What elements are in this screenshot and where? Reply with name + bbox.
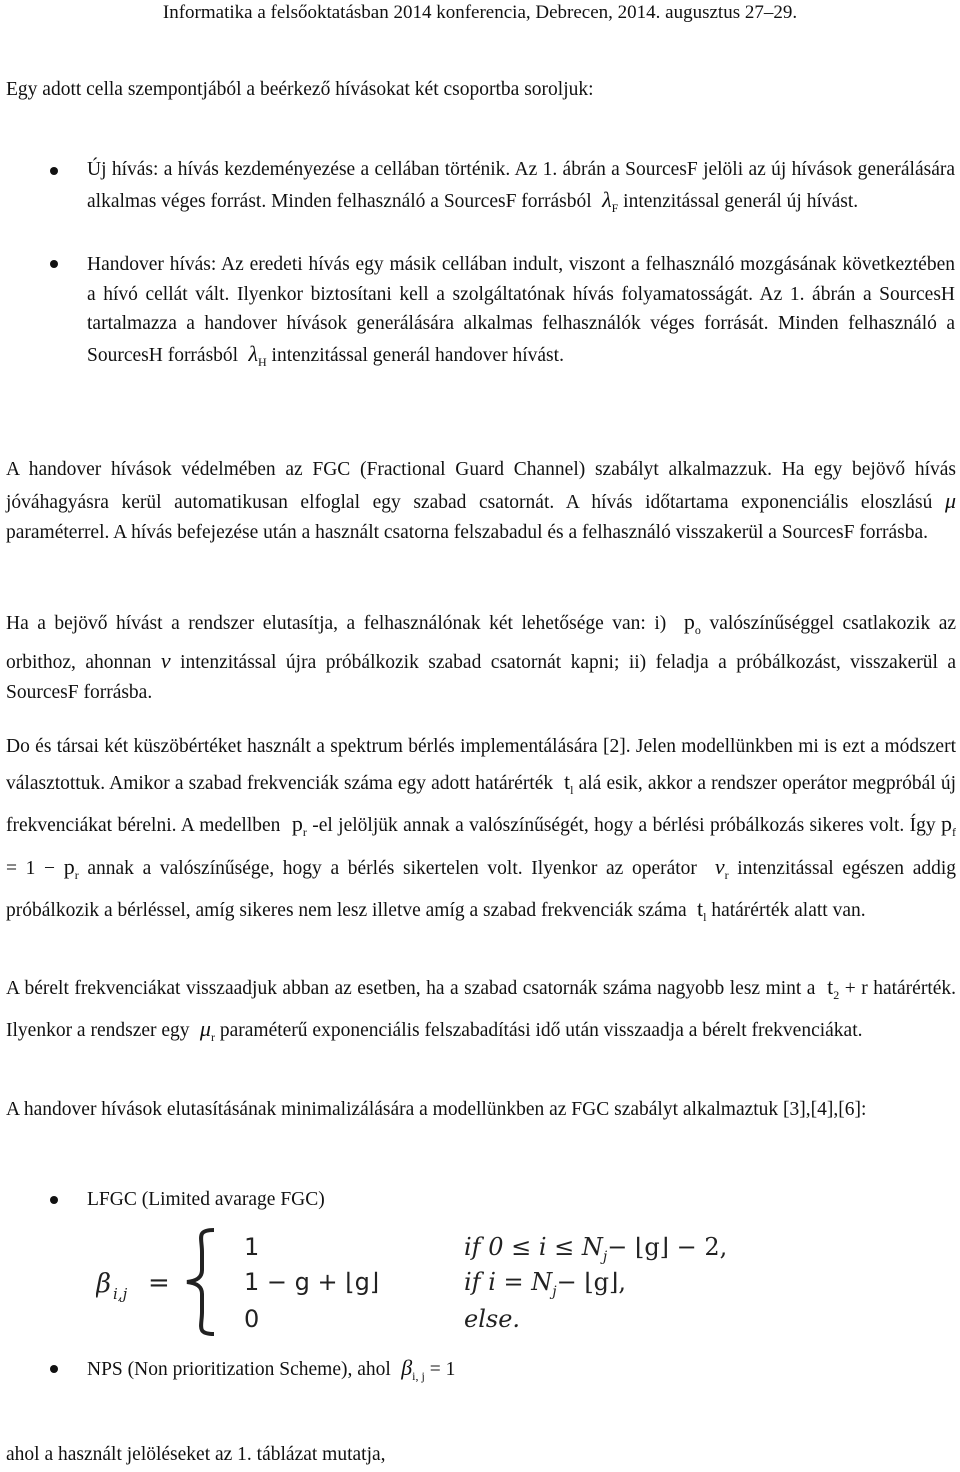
bullet-handover-call [87, 250, 955, 377]
bullet-new-call [87, 155, 955, 223]
orbit-text-a: Ha a bejövő hívást a rendszer elutasítja, a felhasználónak két lehetősége van: i) [6, 613, 667, 634]
nu-r-symbol: $\nu_r$ [714, 853, 729, 882]
formula-case1-cond: if $0 \le i \le N_j-$ ⌊g⌋ − 2, [464, 1233, 728, 1265]
bullet-nps-text: NPS (Non prioritization Scheme), ahol [87, 1359, 391, 1380]
formula-lhs-sub: i,j [113, 1285, 128, 1303]
orbit-text-b: valószínűséggel csatlakozik az orbithoz, ahonnan [6, 613, 957, 673]
mu-symbol: μ [944, 487, 956, 513]
spectrum-text-a: Do és társai két küszöbértéket használt a spektrum bérlés implementálására [2]. Jelen modellünkben mi is ezt a módszert választottuk. Amikor a szabad frekvenciák száma egy adott határérték [6, 736, 956, 794]
bullet-dot-2 [50, 260, 58, 268]
formula-case1-value: 1 [244, 1233, 260, 1261]
closing-paragraph: ahol a használt jelöléseket az 1. táblázat mutatja, [6, 1444, 386, 1465]
p-r-symbol: $p_r$ [291, 811, 307, 839]
release-text-c: paraméterű exponenciális felszabadítási idő után visszaadja a bérelt frekvenciákat. [219, 1020, 863, 1041]
formula-case3-cond: else. [464, 1305, 521, 1333]
spectrum-text-b: alá esik, akkor a rendszer operátor megpróbál új frekvenciákat bérelni. A medellben [6, 772, 957, 836]
bullet-handover-text: Handover hívás: Az eredeti hívás egy másik cellában indult, viszont a felhasználó mozgásának következtében a hívó cellát vált. Ilyenkor biztosítani kell a szolgáltatónak hívás folyamatosságát. Az 1. ábrán a SourcesH tartalmazza a handover hívások generálására alkalmas felhasználók véges forrását. Minden felhasználó a SourcesH forrásból [87, 254, 955, 366]
formula-eq: = [148, 1268, 170, 1298]
bullet-nps [87, 1353, 955, 1392]
spectrum-text-e: intenzitással egészen addig próbálkozik a bérléssel, amíg sikeres nem lesz illetve amíg a szabad frekvenciák száma [6, 857, 957, 921]
lfgc-formula [96, 1222, 856, 1338]
lambda-h-symbol: $\lambda_H$ [248, 340, 267, 369]
p-o-symbol: $p_o$ [683, 609, 701, 637]
nu-symbol: ν [160, 647, 171, 673]
equals-one-minus: = 1 − [6, 857, 56, 879]
p-f-symbol: $p_f$ [941, 811, 957, 839]
fgc-rule-paragraph: A handover hívások elutasításának minimalizálására a modellünkben az FGC szabályt alkalmaztuk [3],[4],[6]: [6, 1099, 867, 1120]
beta-ij-symbol: $\beta_{i, j}$ [401, 1355, 425, 1383]
bullet-new-call-text: Új hívás: a hívás kezdeményezése a cellában történik. Az 1. ábrán a SourcesF jelöli az új hívások generálására alkalmas véges forrást. Minden felhasználó a SourcesF forrásból [87, 159, 955, 212]
bullet-dot-1 [50, 167, 58, 175]
mu-r-symbol: $\mu_r$ [199, 1016, 215, 1044]
spectrum-text-d: annak a valószínűsége, hogy a bérlés sikertelen volt. Ilyenkor az operátor [87, 857, 697, 879]
spectrum-text-f: határérték alatt van. [711, 900, 866, 921]
bullet-dot-4 [50, 1365, 58, 1373]
bullet-lfgc: LFGC (Limited avarage FGC) [87, 1189, 325, 1210]
intro-paragraph: Egy adott cella szempontjából a beérkező hívásokat két csoportba soroljuk: [6, 79, 594, 100]
plus-r: + r [844, 978, 868, 999]
spectrum-text-c: -el jelöljük annak a valószínűségét, hogy a bérlési próbálkozás sikeres volt. Így [312, 815, 936, 836]
formula-brace [187, 1230, 214, 1334]
formula-case3-value: 0 [244, 1305, 260, 1333]
bullet-dot-3 [50, 1196, 58, 1204]
formula-case2-cond: if $i = N_j-$ ⌊g⌋, [464, 1268, 627, 1300]
t-l-symbol: $t_l$ [564, 768, 574, 797]
lambda-f-symbol: $\lambda_F$ [602, 186, 619, 215]
fgc-paragraph [6, 455, 956, 549]
p-r-symbol-2: $p_r$ [63, 853, 79, 882]
t-2-symbol: $t_2$ [827, 974, 840, 1002]
fgc-text-end: paraméterrel. A hívás befejezése után a használt csatorna felszabadul és a felhasználó visszakerül a SourcesF forrásba. [6, 522, 929, 543]
release-text-b: határérték. Ilyenkor a rendszer egy [6, 978, 957, 1041]
bullet-handover-text-end: intenzitással generál handover hívást. [271, 344, 564, 366]
fgc-text: A handover hívások védelmében az FGC (Fractional Guard Channel) szabályt alkalmazzuk. Ha egy bejövő hívás jóváhagyásra kerül automatikusan elfoglal egy szabad csatornát. A hívás időtartama exponenciális eloszlású [6, 459, 956, 513]
release-paragraph [6, 970, 956, 1054]
page-header: Informatika a felsőoktatásban 2014 konferencia, Debrecen, 2014. augusztus 27–29. [162, 2, 798, 23]
equals-one: = 1 [429, 1359, 456, 1380]
orbit-paragraph [6, 607, 956, 709]
release-text-a: A bérelt frekvenciákat visszaadjuk abban az esetben, ha a szabad csatornák száma nagyobb lesz mint a [6, 978, 816, 999]
spectrum-paragraph [6, 730, 956, 935]
lfgc-formula-svg [96, 1222, 856, 1338]
formula-case2-value: 1 − g + ⌊g⌋ [244, 1268, 380, 1296]
orbit-text-c: intenzitással újra próbálkozik szabad csatornát kapni; ii) feladja a próbálkozást, visszakerül a SourcesF forrásba. [6, 651, 957, 703]
bullet-new-call-text-end: intenzitással generál új hívást. [623, 190, 859, 212]
formula-lhs: β [96, 1269, 112, 1299]
t-l-symbol-2: $t_l$ [696, 896, 707, 924]
